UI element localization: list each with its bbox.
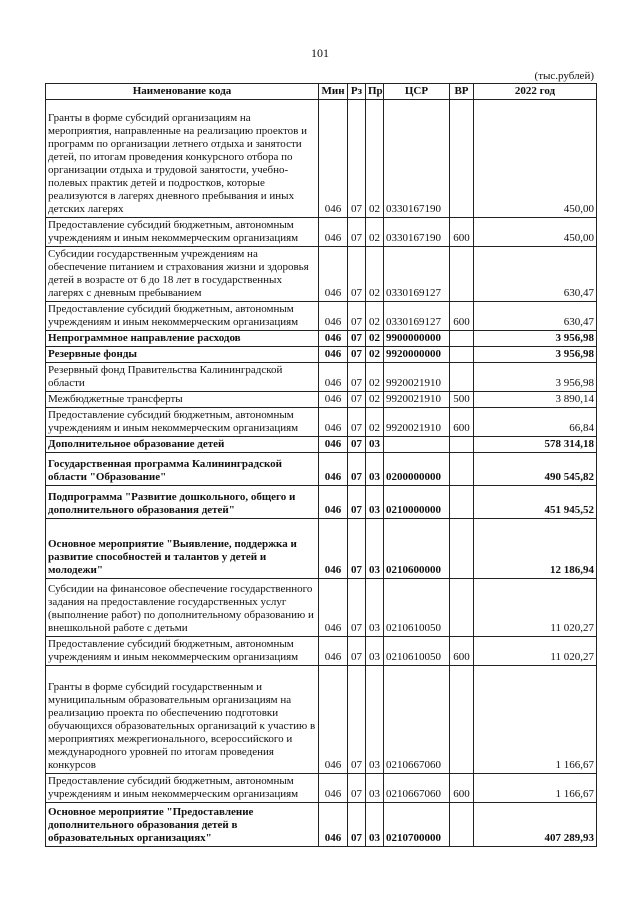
row-min: 046 — [319, 437, 348, 453]
row-name: Предоставление субсидий бюджетным, автономным учреждениям и иным некоммерческим организациям — [46, 302, 319, 331]
row-name: Дополнительное образование детей — [46, 437, 319, 453]
row-vr: 600 — [450, 408, 474, 437]
row-csr: 9920021910 — [384, 392, 450, 408]
row-vr: 600 — [450, 302, 474, 331]
row-min: 046 — [319, 637, 348, 666]
row-amount: 3 956,98 — [474, 331, 597, 347]
row-rz: 07 — [348, 347, 366, 363]
row-min: 046 — [319, 363, 348, 392]
row-amount: 3 890,14 — [474, 392, 597, 408]
row-csr: 0210700000 — [384, 803, 450, 847]
row-pr: 03 — [366, 486, 384, 519]
row-pr: 03 — [366, 437, 384, 453]
row-vr — [450, 100, 474, 218]
row-name: Предоставление субсидий бюджетным, автономным учреждениям и иным некоммерческим организациям — [46, 774, 319, 803]
row-min: 046 — [319, 453, 348, 486]
row-pr: 03 — [366, 519, 384, 579]
row-csr: 0210600000 — [384, 519, 450, 579]
row-name: Подпрограмма "Развитие дошкольного, общего и дополнительного образования детей" — [46, 486, 319, 519]
row-name: Гранты в форме субсидий государственным и муниципальным образовательным организациям на реализацию проекта по обеспечению подготовки обучающихся образовательных организаций к участию в мероприятиях межрегионального, всероссийского и международного уровней по итогам проведения конкурсов — [46, 666, 319, 774]
table-row — [46, 453, 597, 486]
row-csr: 0210000000 — [384, 486, 450, 519]
table-row — [46, 347, 597, 363]
row-name: Основное мероприятие "Предоставление дополнительного образования детей в образовательных организациях" — [46, 803, 319, 847]
row-vr — [450, 247, 474, 302]
row-csr: 0330169127 — [384, 302, 450, 331]
table-row — [46, 331, 597, 347]
row-amount: 407 289,93 — [474, 803, 597, 847]
row-vr — [450, 331, 474, 347]
header-csr: ЦСР — [384, 84, 450, 100]
row-pr: 02 — [366, 100, 384, 218]
row-name: Государственная программа Калининградской области "Образование" — [46, 453, 319, 486]
row-csr: 9900000000 — [384, 331, 450, 347]
row-min: 046 — [319, 519, 348, 579]
table-row — [46, 392, 597, 408]
table-row — [46, 302, 597, 331]
row-rz: 07 — [348, 392, 366, 408]
row-amount: 630,47 — [474, 247, 597, 302]
row-rz: 07 — [348, 453, 366, 486]
row-amount: 1 166,67 — [474, 666, 597, 774]
row-vr — [450, 519, 474, 579]
row-amount: 450,00 — [474, 100, 597, 218]
table-body — [46, 100, 597, 847]
row-vr — [450, 486, 474, 519]
table-row — [46, 774, 597, 803]
row-min: 046 — [319, 666, 348, 774]
header-row — [46, 84, 597, 100]
page-number: 101 — [311, 46, 329, 60]
table-row — [46, 247, 597, 302]
row-pr: 02 — [366, 302, 384, 331]
row-vr — [450, 579, 474, 637]
table-row — [46, 100, 597, 218]
row-vr — [450, 453, 474, 486]
row-amount: 11 020,27 — [474, 637, 597, 666]
row-pr: 02 — [366, 347, 384, 363]
row-min: 046 — [319, 247, 348, 302]
header-name: Наименование кода — [46, 84, 319, 100]
row-amount: 3 956,98 — [474, 363, 597, 392]
row-pr: 03 — [366, 774, 384, 803]
row-vr — [450, 437, 474, 453]
row-csr: 0200000000 — [384, 453, 450, 486]
row-pr: 02 — [366, 247, 384, 302]
row-rz: 07 — [348, 437, 366, 453]
row-csr: 0210667060 — [384, 774, 450, 803]
row-pr: 03 — [366, 637, 384, 666]
row-rz: 07 — [348, 579, 366, 637]
table-row — [46, 579, 597, 637]
row-rz: 07 — [348, 803, 366, 847]
row-pr: 03 — [366, 666, 384, 774]
row-name: Субсидии государственным учреждениям на обеспечение питанием и страхования жизни и здоровья детей в возрасте от 6 до 18 лет в государственных лагерях с дневным пребыванием — [46, 247, 319, 302]
row-min: 046 — [319, 774, 348, 803]
row-pr: 02 — [366, 408, 384, 437]
table-row — [46, 486, 597, 519]
table-row — [46, 437, 597, 453]
table-row — [46, 637, 597, 666]
row-name: Непрограммное направление расходов — [46, 331, 319, 347]
row-csr — [384, 437, 450, 453]
row-vr — [450, 803, 474, 847]
row-csr: 0210667060 — [384, 666, 450, 774]
row-min: 046 — [319, 100, 348, 218]
table-row — [46, 666, 597, 774]
row-pr: 02 — [366, 218, 384, 247]
header-year: 2022 год — [474, 84, 597, 100]
row-min: 046 — [319, 408, 348, 437]
row-vr: 600 — [450, 637, 474, 666]
row-vr — [450, 666, 474, 774]
units-label: (тыс.рублей) — [534, 70, 594, 82]
row-amount: 12 186,94 — [474, 519, 597, 579]
row-rz: 07 — [348, 331, 366, 347]
row-rz: 07 — [348, 247, 366, 302]
row-csr: 0330167190 — [384, 218, 450, 247]
row-min: 046 — [319, 331, 348, 347]
row-min: 046 — [319, 347, 348, 363]
budget-table — [45, 83, 597, 847]
row-csr: 9920021910 — [384, 363, 450, 392]
header-min: Мин — [319, 84, 348, 100]
row-csr: 9920021910 — [384, 408, 450, 437]
row-rz: 07 — [348, 302, 366, 331]
row-amount: 490 545,82 — [474, 453, 597, 486]
row-rz: 07 — [348, 100, 366, 218]
row-min: 046 — [319, 392, 348, 408]
row-name: Межбюджетные трансферты — [46, 392, 319, 408]
row-vr: 500 — [450, 392, 474, 408]
row-rz: 07 — [348, 774, 366, 803]
row-name: Предоставление субсидий бюджетным, автономным учреждениям и иным некоммерческим организациям — [46, 218, 319, 247]
table-row — [46, 803, 597, 847]
row-pr: 03 — [366, 453, 384, 486]
row-name: Резервный фонд Правительства Калининградской области — [46, 363, 319, 392]
row-rz: 07 — [348, 363, 366, 392]
row-pr: 03 — [366, 579, 384, 637]
row-amount: 3 956,98 — [474, 347, 597, 363]
row-rz: 07 — [348, 519, 366, 579]
row-pr: 02 — [366, 392, 384, 408]
row-name: Субсидии на финансовое обеспечение государственного задания на предоставление государственных услуг (выполнение работ) по дополнительному образованию и внешкольной работе с детьми — [46, 579, 319, 637]
header-pr: Пр — [366, 84, 384, 100]
table-row — [46, 408, 597, 437]
row-rz: 07 — [348, 637, 366, 666]
row-amount: 1 166,67 — [474, 774, 597, 803]
row-csr: 0330167190 — [384, 100, 450, 218]
row-pr: 02 — [366, 331, 384, 347]
row-name: Резервные фонды — [46, 347, 319, 363]
row-name: Предоставление субсидий бюджетным, автономным учреждениям и иным некоммерческим организациям — [46, 408, 319, 437]
row-min: 046 — [319, 803, 348, 847]
row-name: Гранты в форме субсидий организациям на мероприятия, направленные на реализацию проектов и программ по организации летнего отдыха и занятости детей, по итогам проведения конкурсного отбора по организации отдыха и трудовой занятости, учебно-полевых практик детей и подростков, которые реализуются в лагерях дневного пребывания и иных детских лагерях — [46, 100, 319, 218]
row-vr — [450, 363, 474, 392]
row-vr — [450, 347, 474, 363]
row-min: 046 — [319, 579, 348, 637]
header-vr: ВР — [450, 84, 474, 100]
row-rz: 07 — [348, 408, 366, 437]
row-pr: 02 — [366, 363, 384, 392]
table-row — [46, 363, 597, 392]
row-min: 046 — [319, 302, 348, 331]
row-name: Основное мероприятие "Выявление, поддержка и развитие способностей и талантов у детей и молодежи" — [46, 519, 319, 579]
row-name: Предоставление субсидий бюджетным, автономным учреждениям и иным некоммерческим организациям — [46, 637, 319, 666]
header-rz: Рз — [348, 84, 366, 100]
row-amount: 66,84 — [474, 408, 597, 437]
row-vr: 600 — [450, 774, 474, 803]
table-row — [46, 218, 597, 247]
row-csr: 0330169127 — [384, 247, 450, 302]
table-row — [46, 519, 597, 579]
row-vr: 600 — [450, 218, 474, 247]
row-rz: 07 — [348, 666, 366, 774]
row-csr: 0210610050 — [384, 637, 450, 666]
row-rz: 07 — [348, 486, 366, 519]
row-csr: 9920000000 — [384, 347, 450, 363]
row-csr: 0210610050 — [384, 579, 450, 637]
row-amount: 451 945,52 — [474, 486, 597, 519]
row-pr: 03 — [366, 803, 384, 847]
row-rz: 07 — [348, 218, 366, 247]
row-amount: 450,00 — [474, 218, 597, 247]
row-min: 046 — [319, 218, 348, 247]
row-amount: 578 314,18 — [474, 437, 597, 453]
row-min: 046 — [319, 486, 348, 519]
row-amount: 630,47 — [474, 302, 597, 331]
row-amount: 11 020,27 — [474, 579, 597, 637]
